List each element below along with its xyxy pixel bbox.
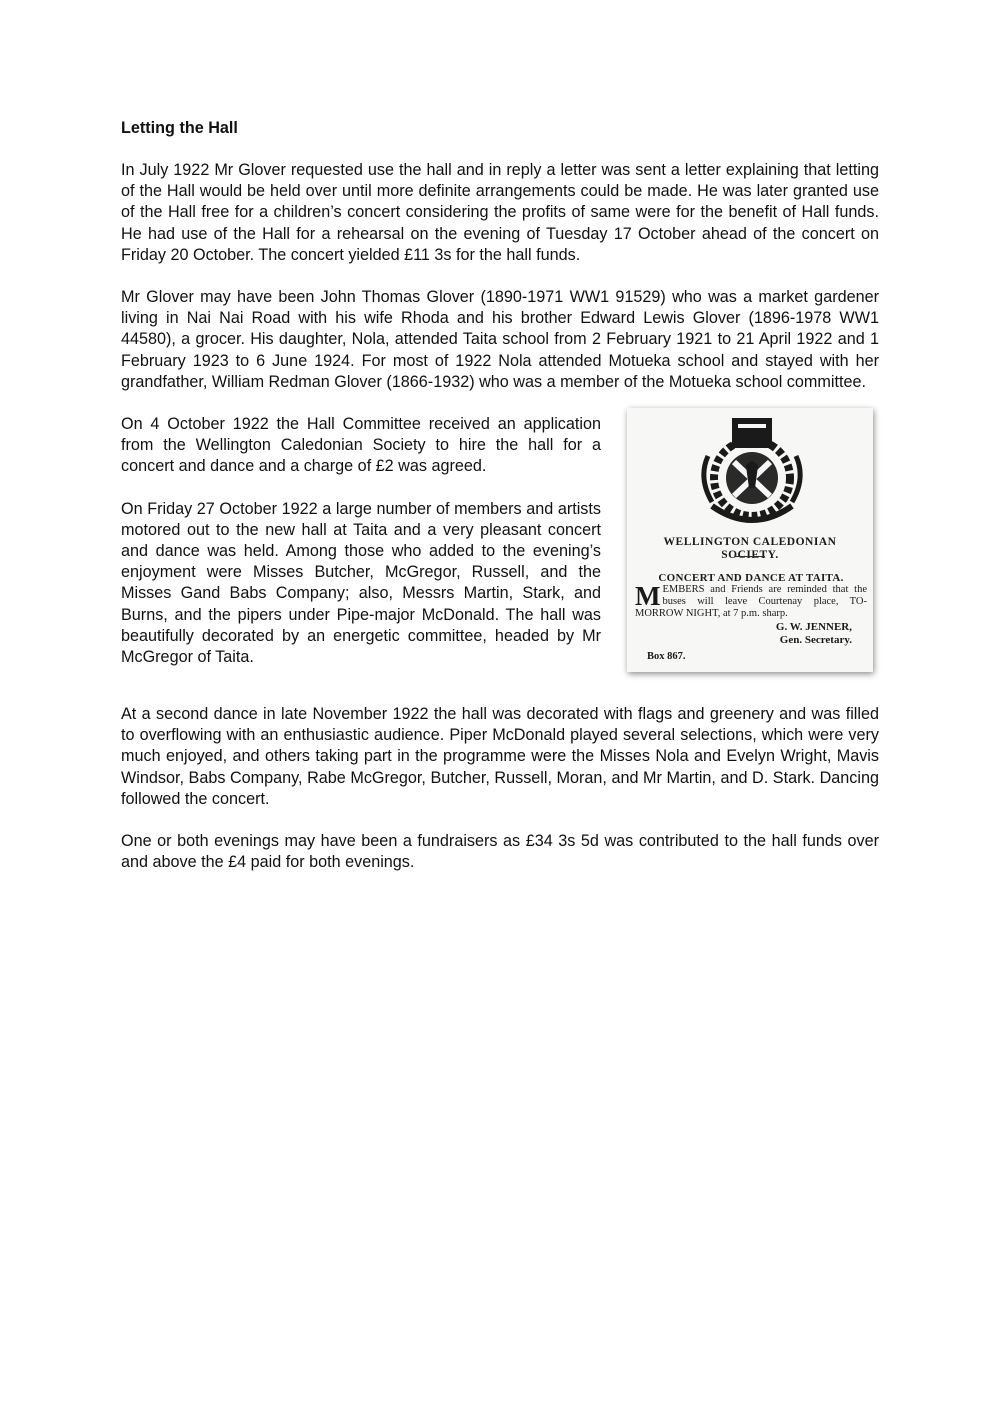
section-heading: Letting the Hall [121,119,238,137]
clipping-dropcap: M [635,581,661,612]
clipping-divider [735,556,765,557]
paragraph-6: One or both evenings may have been a fundraisers as £34 3s 5d was contributed to the hall funds over and above the £4 paid for both evenings. [121,832,879,872]
clipping-society-line2: SOCIETY. [721,549,779,562]
clipping-society-line1: WELLINGTON CALEDONIAN [663,536,837,549]
clipping-body [635,581,867,620]
clipping-box-number: Box 867. [647,651,686,663]
document-page [121,118,879,894]
paragraph-2: Mr Glover may have been John Thomas Glover (1890-1971 WW1 91529) who was a market gardener living in Nai Nai Road with his wife Rhoda and his brother Edward Lewis Glover (1896-1978 WW1 44580), a grocer. His daughter, Nola, attended Taita school from 2 February 1921 to 21 April 1922 and 1 February 1923 to 6 June 1924. For most of 1922 Nola attended Motueka school and stayed with her grandfather, William Redman Glover (1866-1932) who was a member of the Motueka school committee. [121,288,879,391]
clipping-headline: CONCERT AND DANCE AT TAITA. [658,572,844,585]
clipping-signature-title: Gen. Secretary. [779,634,852,647]
thistle-crest-icon [692,416,812,534]
paragraph-4: On Friday 27 October 1922 a large number of members and artists motored out to the new hall at Taita and a very pleasant concert and dance was held. Among those who added to the evening’s enjoyment were Misses Butcher, McGregor, Russell, and the Misses Gand Babs Company; also, Messrs Martin, Stark, and Burns, and the pipers under Pipe-major McDonald. The hall was beautifully decorated by an energetic committee, headed by Mr McGregor of Taita. [121,499,601,667]
paragraph-1: In July 1922 Mr Glover requested use the hall and in reply a letter was sent a letter explaining that letting of the Hall would be held over until more definite arrangements could be made. He was later granted use of the Hall free for a children’s concert considering the profits of same were for the benefit of Hall funds. He had use of the Hall for a rehearsal on the evening of Tuesday 17 October ahead of the concert on Friday 20 October. The concert yielded £11 3s for the hall funds. [121,161,879,264]
clipping-body-text: EMBERS and Friends are reminded that the buses will leave Courtenay place, TO-MORROW NIGHT, at 7 p.m. sharp. [635,584,867,620]
paragraph-5: At a second dance in late November 1922 the hall was decorated with flags and greenery and was filled to overflowing with an enthusiastic audience. Piper McDonald played several selections, which were very much enjoyed, and others taking part in the programme were the Misses Nola and Evelyn Wright, Mavis Windsor, Babs Company, Rabe McGregor, Butcher, Russell, Moran, and Mr Martin, and D. Stark. Dancing followed the concert. [121,705,879,808]
paragraph-3: On 4 October 1922 the Hall Committee received an application from the Wellington Caledonian Society to hire the hall for a concert and dance and a charge of £2 was agreed. [121,415,601,476]
figure-text-column [121,414,601,668]
figure-row [121,414,879,704]
clipping-signature-name: G. W. JENNER, [775,621,852,634]
newspaper-clipping [627,408,873,672]
